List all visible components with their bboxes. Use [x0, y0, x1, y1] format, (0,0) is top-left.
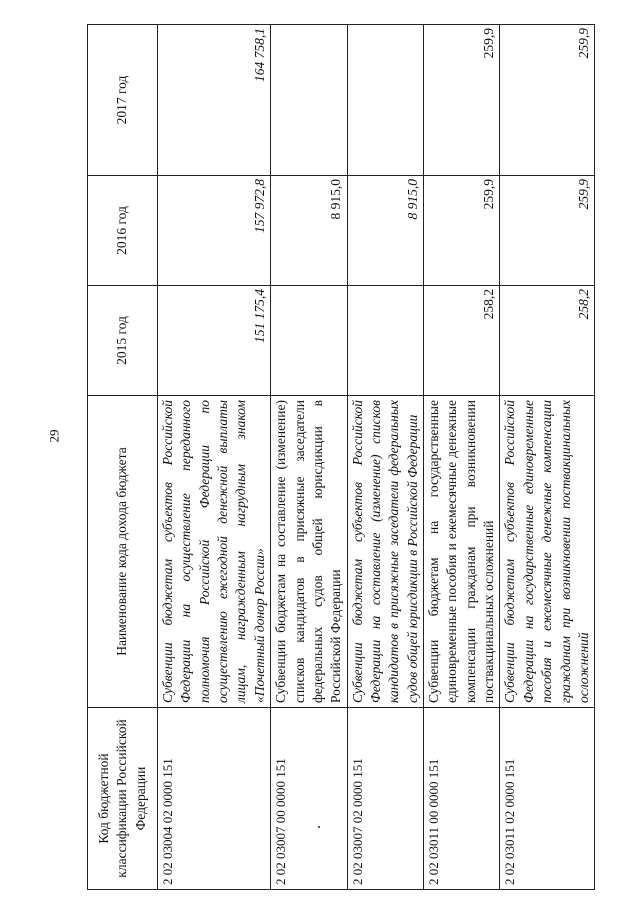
row-value-2015: 258,2: [500, 286, 595, 396]
row-name: Субвенции бюджетам субъектов Российской Федерации на осуществление переданного полномочия Российской Федерации по осуществлению ежегодной денежной выплаты лицам, награжденным нагрудным знаком «Почетный донор России»: [158, 396, 271, 708]
row-name: Субвенции бюджетам на составление (изменение) списков кандидатов в присяжные заседатели федеральных судов общей юрисдикции в Российской Федерации: [271, 396, 347, 708]
row-name: Субвенции бюджетам субъектов Российской Федерации на государственные единовременные пособия и ежемесячные денежные компенсации гражданам при возникновении поствакцинальных осложнений: [500, 396, 595, 708]
row-value-2017: 259,9: [500, 25, 595, 176]
table-header-row: [88, 25, 158, 890]
row-code: 2 02 03004 02 0000 151: [158, 708, 271, 890]
header-code: Код бюджетной классификации Российской Федерации: [88, 708, 158, 890]
row-value-2015: 151 175,4: [158, 286, 271, 396]
row-value-2017: 164 758,1: [158, 25, 271, 176]
row-value-2017: 259,9: [424, 25, 500, 176]
header-2017: 2017 год: [88, 25, 158, 176]
row-name: Субвенции бюджетам на государственные единовременные пособия и ежемесячные денежные компенсации гражданам при возникновении поствакцинальных осложнений: [424, 396, 500, 708]
row-value-2016: 8 915,0: [347, 176, 423, 286]
row-value-2016: 8 915,0: [271, 176, 347, 286]
row-value-2016: 259,9: [500, 176, 595, 286]
row-value-2016: 157 972,8: [158, 176, 271, 286]
header-2016: 2016 год: [88, 176, 158, 286]
row-value-2015: [347, 286, 423, 396]
row-value-2015: [271, 286, 347, 396]
row-value-2016: 259,9: [424, 176, 500, 286]
header-2015: 2015 год: [88, 286, 158, 396]
row-name: Субвенции бюджетам субъектов Российской Федерации на составление (изменение) списков кандидатов в присяжные заседатели федеральных судов общей юрисдикции в Российской Федерации: [347, 396, 423, 708]
table-row: [347, 25, 423, 890]
table-row: [424, 25, 500, 890]
header-name: Наименование кода дохода бюджета: [88, 396, 158, 708]
row-value-2017: [347, 25, 423, 176]
row-code: 2 02 03011 02 0000 151: [500, 708, 595, 890]
budget-table: [87, 24, 595, 890]
rotated-page-content: [87, 25, 591, 890]
page-number: 29: [46, 429, 62, 443]
table-row: [500, 25, 595, 890]
row-code: 2 02 03007 00 0000 151: [271, 708, 347, 890]
row-value-2015: 258,2: [424, 286, 500, 396]
row-value-2017: [271, 25, 347, 176]
table-row: [271, 25, 347, 890]
row-code: 2 02 03011 00 0000 151: [424, 708, 500, 890]
table-row: [158, 25, 271, 890]
row-code: 2 02 03007 02 0000 151: [347, 708, 423, 890]
